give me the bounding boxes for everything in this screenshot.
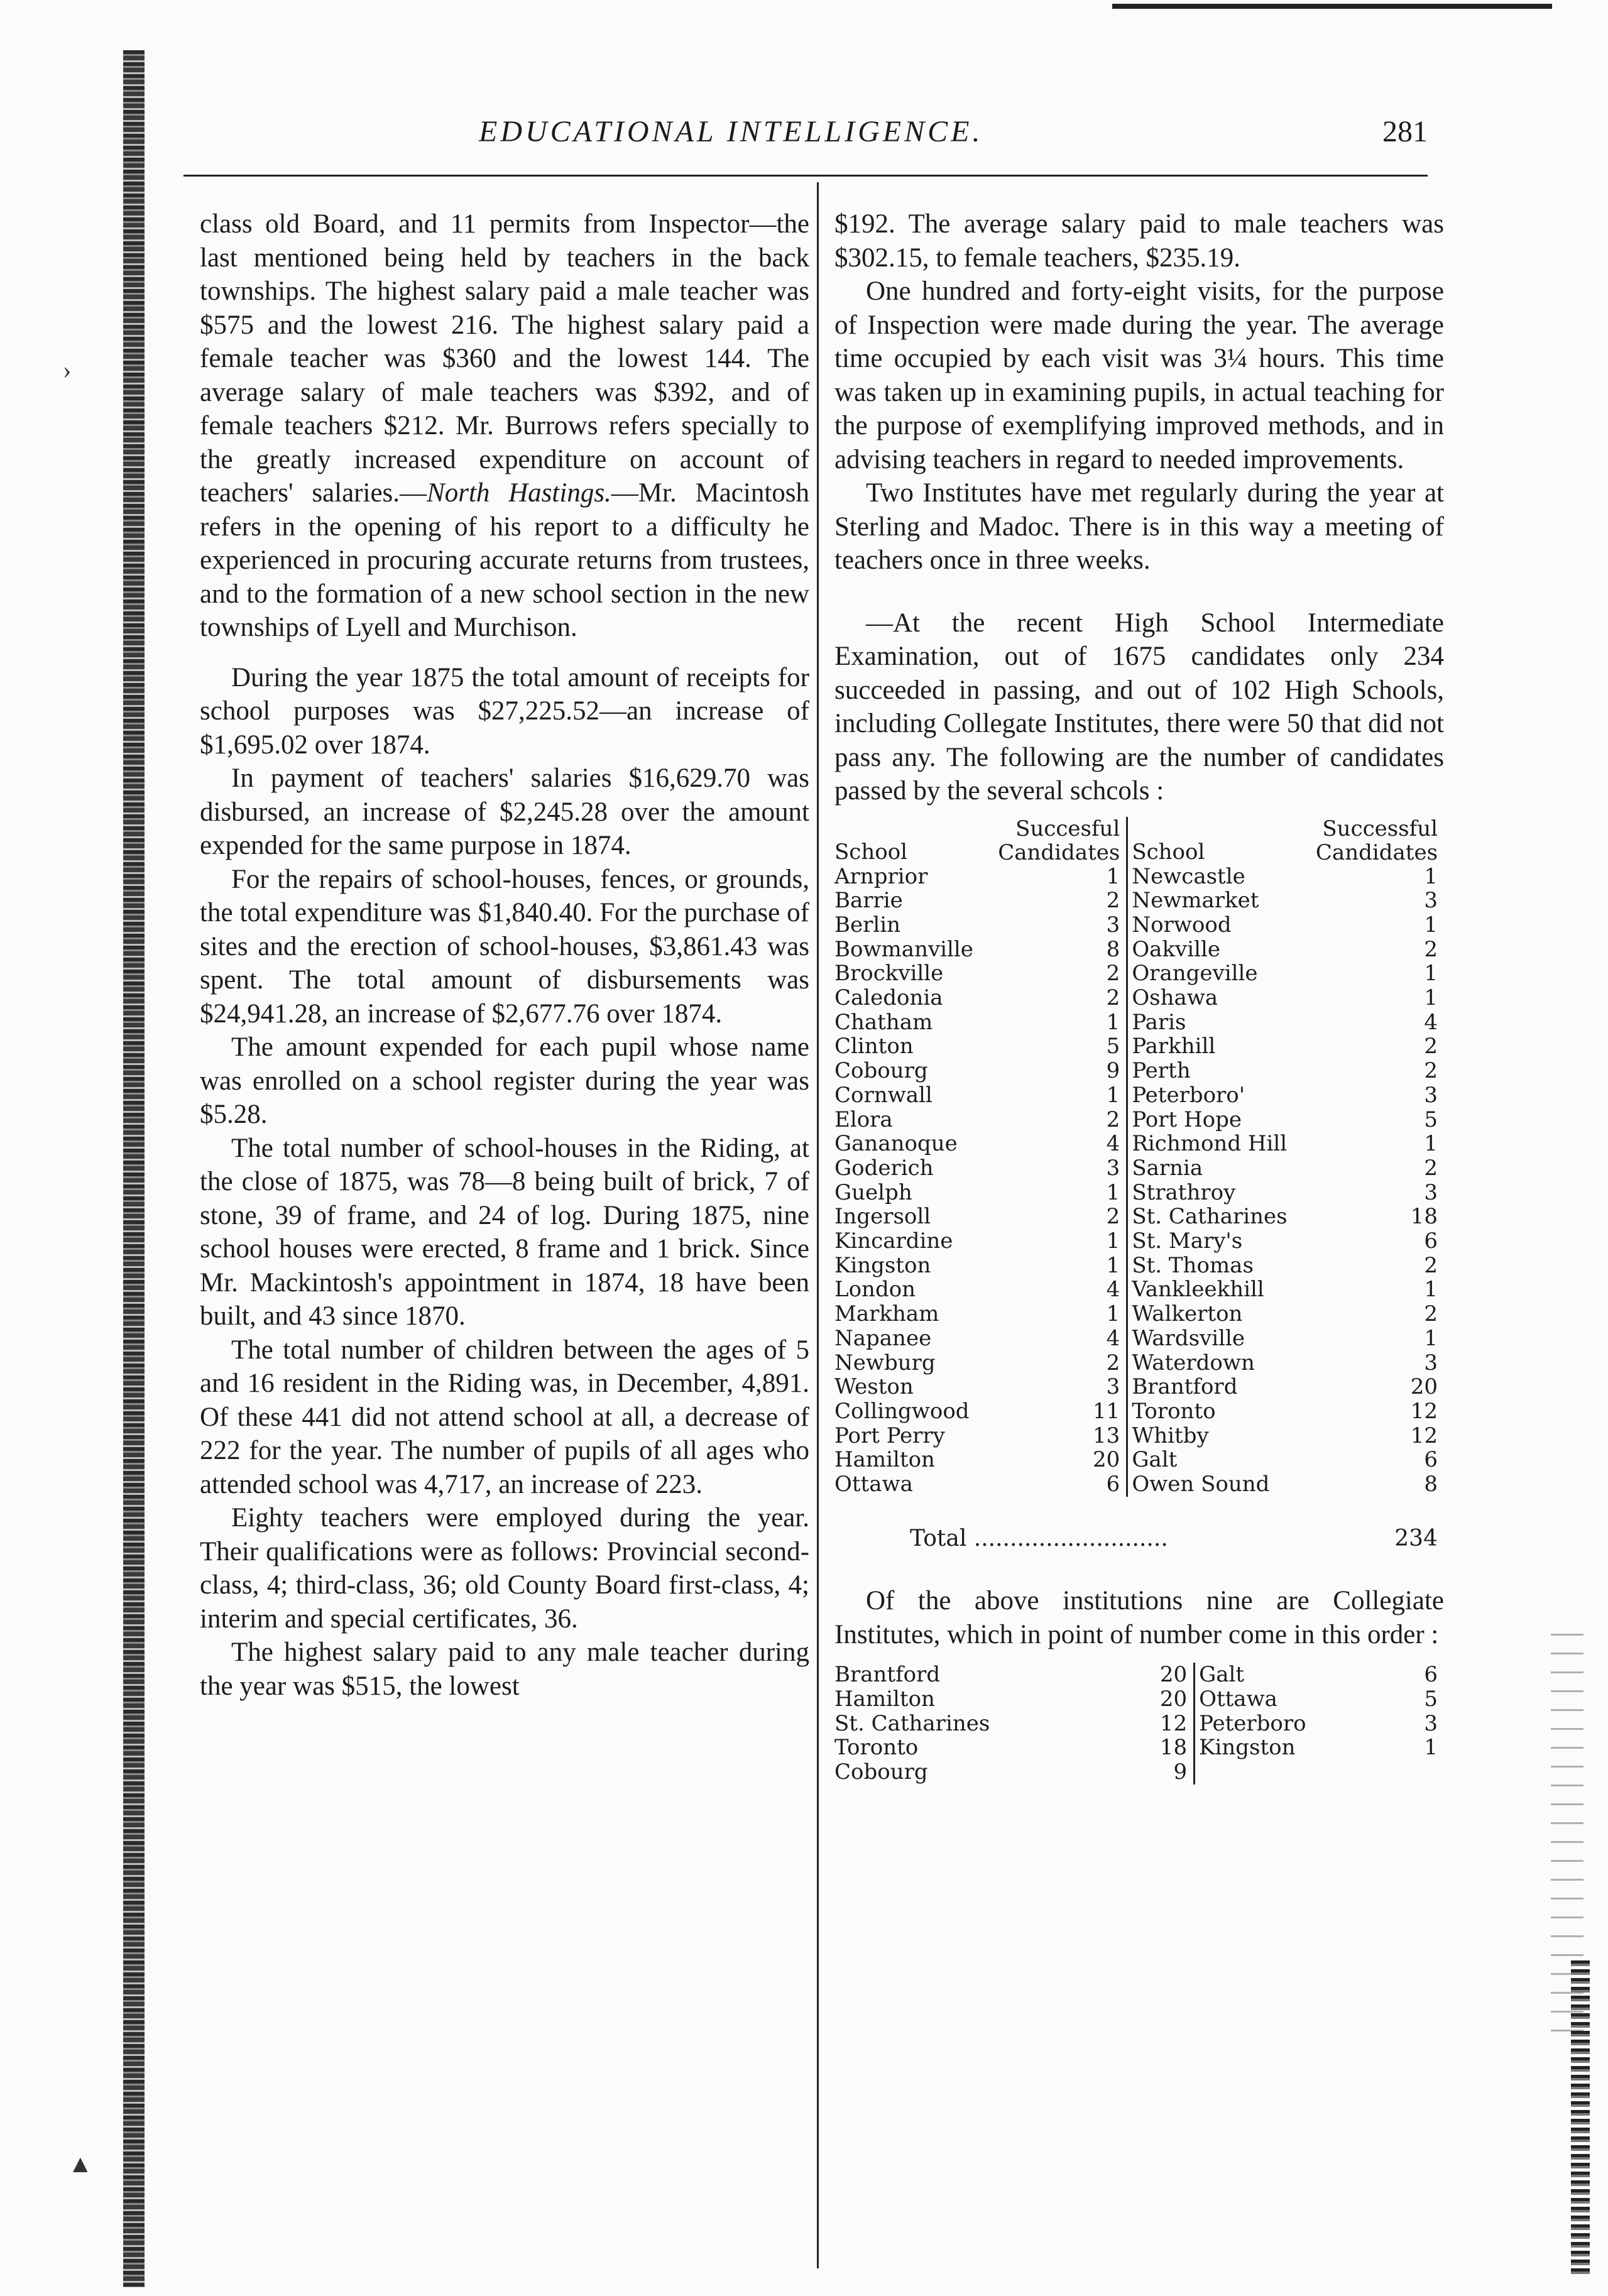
candidate-count: 6	[1424, 1662, 1438, 1688]
column-header: School	[834, 839, 908, 865]
school-name: Richmond Hill	[1127, 1132, 1316, 1156]
school-name: Brantford	[1127, 1375, 1316, 1399]
running-header	[183, 113, 1428, 163]
school-name: Wardsville	[1127, 1326, 1316, 1351]
table-row	[834, 1108, 1444, 1132]
school-name: Goderich	[834, 1155, 934, 1181]
table-row	[834, 1205, 1444, 1229]
paragraph: One hundred and forty-eight visits, for the purpose of Inspection were made during the year. The average time occupied by each visit was 3¼ hours. This time was taken up in examining pupils, in actual teaching for the purpose of exemplifying improved methods, and in advising teachers in regard to needed improvements.	[834, 276, 1444, 474]
candidate-count: 1	[1424, 1735, 1438, 1761]
column-header: Successful Candidates	[1315, 816, 1438, 865]
school-name: Whitby	[1127, 1424, 1316, 1448]
candidate-count: 20	[1159, 1662, 1188, 1688]
table-row	[834, 1010, 1444, 1035]
candidate-count: 2	[1106, 888, 1120, 914]
school-name: Walkerton	[1127, 1302, 1316, 1326]
candidate-count: 3	[1106, 1155, 1120, 1181]
school-name: Oakville	[1127, 938, 1316, 962]
paragraph: Eighty teachers were employed during the year. Their qualifications were as follows: Provincial second-class, 4; third-class, 36; old County Board first-class, 4; interim and special certificates, 36.	[200, 1503, 809, 1634]
paragraph: The highest salary paid to any male teacher during the year was $515, the lowest	[200, 1637, 809, 1701]
school-name: St. Thomas	[1127, 1254, 1316, 1278]
scan-binding-edge	[123, 50, 145, 2287]
header-rule	[183, 175, 1428, 177]
paragraph: During the year 1875 the total amount of receipts for school purposes was $27,225.52—an increase of $1,695.02 over 1874.	[200, 662, 809, 760]
school-name: Cornwall	[834, 1082, 933, 1108]
school-name: Bowmanville	[834, 936, 973, 962]
paragraph: Of the above institutions nine are Collegiate Institutes, which in point of number come in this order :	[834, 1586, 1444, 1649]
school-name: Chatham	[834, 1009, 933, 1035]
candidate-count: 3	[1424, 1082, 1438, 1108]
paragraph: $192. The average salary paid to male teachers was $302.15, to female teachers, $235.19.	[834, 209, 1444, 273]
table-row	[834, 1059, 1444, 1083]
candidate-count: 20	[1159, 1686, 1188, 1712]
school-name: Ingersoll	[834, 1204, 931, 1230]
school-name: Sarnia	[1127, 1156, 1316, 1181]
school-name: Berlin	[834, 912, 901, 938]
candidate-count: 18	[1410, 1204, 1438, 1230]
candidate-count: 5	[1424, 1107, 1438, 1132]
candidate-count: 3	[1424, 1350, 1438, 1375]
table-row	[834, 1760, 1444, 1785]
candidate-count: 3	[1106, 912, 1120, 938]
candidate-count: 2	[1424, 1301, 1438, 1327]
schools-table	[834, 817, 1444, 1497]
table-row	[834, 1448, 1444, 1472]
school-name: Clinton	[834, 1034, 914, 1059]
candidate-count: 5	[1424, 1686, 1438, 1712]
school-name: Napanee	[834, 1325, 932, 1351]
table-row	[834, 1712, 1444, 1736]
candidate-count: 2	[1106, 1204, 1120, 1230]
column-divider	[817, 182, 819, 2268]
school-name: St. Catharines	[1127, 1205, 1316, 1229]
school-name: Weston	[834, 1374, 914, 1400]
table-row	[834, 1302, 1444, 1326]
candidate-count: 18	[1159, 1735, 1188, 1761]
total-value: 234	[1394, 1525, 1438, 1551]
paragraph: For the repairs of school-houses, fences, or grounds, the total expenditure was $1,840.40. For the purchase of sites and the erection of school-houses, $3,861.43 was spent. The total amount of disbursements was $24,941.28, an increase of $2,677.76 over 1874.	[200, 864, 809, 1029]
collegiate-table	[834, 1663, 1444, 1785]
table-row	[834, 1326, 1444, 1351]
school-name: Brockville	[834, 961, 944, 987]
school-name: Barrie	[834, 888, 903, 914]
table-row	[834, 1277, 1444, 1302]
candidate-count: 6	[1106, 1472, 1120, 1497]
candidate-count: 2	[1424, 1034, 1438, 1059]
school-name	[1195, 1760, 1406, 1785]
candidate-count: 1	[1106, 1179, 1120, 1205]
paragraph: —At the recent High School Intermediate Examination, out of 1675 candidates only 234 succeeded in passing, and out of 102 High Schools, including Collegate Institutes, there were 50 that did not pass any. The following are the number of candidates passed by the several schcols :	[834, 608, 1444, 806]
school-name: Guelph	[834, 1179, 912, 1205]
column-header: School	[1127, 817, 1316, 865]
school-name: Peterboro'	[1127, 1083, 1316, 1108]
candidate-count: 4	[1106, 1131, 1120, 1157]
candidate-count: 1	[1424, 912, 1438, 938]
school-name: Brantford	[834, 1662, 941, 1688]
candidate-count: 2	[1106, 961, 1120, 987]
school-name: Cobourg	[834, 1058, 928, 1084]
table-row	[834, 1229, 1444, 1254]
school-name: Hamilton	[834, 1686, 935, 1712]
table-row	[834, 1034, 1444, 1059]
school-name: Port Perry	[834, 1423, 945, 1448]
candidate-count: 2	[1106, 985, 1120, 1011]
school-name: Oshawa	[1127, 986, 1316, 1010]
candidate-count: 1	[1424, 1131, 1438, 1157]
table-row	[834, 865, 1444, 889]
page-number: 281	[1382, 115, 1428, 148]
paragraph: The amount expended for each pupil whose name was enrolled on a school register during the year was $5.28.	[200, 1032, 809, 1129]
school-name: Paris	[1127, 1010, 1316, 1035]
school-name: Peterboro	[1195, 1712, 1406, 1736]
candidate-count: 20	[1093, 1447, 1120, 1473]
scan-right-edge	[1571, 1960, 1590, 2275]
candidate-count: 2	[1106, 1107, 1120, 1132]
school-name: Kingston	[1195, 1736, 1406, 1760]
schools-table-body	[834, 865, 1444, 1497]
paragraph: class old Board, and 11 permits from Inspector—the last mentioned being held by teachers in the back townships. The highest salary paid a male teacher was $575 and the lowest 216. The highest salary paid a female teacher was $360 and the lowest 144. The average salary of male teachers was $392, and of female teachers $212. Mr. Burrows refers specially to the greatly increased expenditure on account of teachers' salaries.—North Hastings.—Mr. Macintosh refers in the opening of his report to a difficulty he experienced in procuring accurate returns from trustees, and to the formation of a new school section in the new townships of Lyell and Murchison.	[200, 209, 809, 642]
school-name: Hamilton	[834, 1447, 935, 1473]
table-row	[834, 1472, 1444, 1497]
running-title: EDUCATIONAL INTELLIGENCE.	[479, 115, 983, 148]
school-name: Newcastle	[1127, 865, 1316, 889]
collegiate-table-body	[834, 1663, 1444, 1785]
total-row: Total ........................... 234	[834, 1522, 1444, 1556]
school-name: Owen Sound	[1127, 1472, 1316, 1497]
school-name: St. Mary's	[1127, 1229, 1316, 1254]
candidate-count: 1	[1424, 863, 1438, 889]
table-row	[834, 1736, 1444, 1760]
school-name: Elora	[834, 1107, 893, 1132]
school-name: Norwood	[1127, 913, 1316, 938]
school-name: Kincardine	[834, 1228, 953, 1254]
school-name: London	[834, 1277, 916, 1303]
candidate-count: 3	[1106, 1374, 1120, 1400]
candidate-count: 3	[1424, 1179, 1438, 1205]
candidate-count: 2	[1106, 1350, 1120, 1375]
candidate-count: 1	[1424, 1277, 1438, 1303]
candidate-count: 2	[1424, 936, 1438, 962]
candidate-count: 11	[1093, 1398, 1120, 1424]
school-name: Strathroy	[1127, 1181, 1316, 1205]
table-row	[834, 961, 1444, 986]
candidate-count: 1	[1106, 863, 1120, 889]
school-name: Vankleekhill	[1127, 1277, 1316, 1302]
school-name: Orangeville	[1127, 961, 1316, 986]
candidate-count: 6	[1424, 1228, 1438, 1254]
school-name: Arnprior	[834, 863, 928, 889]
table-row	[834, 1156, 1444, 1181]
school-name: St. Catharines	[834, 1710, 990, 1736]
left-column	[200, 207, 809, 1703]
school-name: Toronto	[834, 1735, 919, 1761]
candidate-count: 4	[1106, 1277, 1120, 1303]
school-name: Gananoque	[834, 1131, 958, 1157]
school-name: Ottawa	[1195, 1687, 1406, 1712]
table-row	[834, 1663, 1444, 1687]
candidate-count: 12	[1159, 1710, 1188, 1736]
right-column	[834, 207, 1444, 1785]
paragraph: The total number of children between the ages of 5 and 16 resident in the Riding was, in December, 4,891. Of these 441 did not attend school at all, a decrease of 222 for the year. The number of pupils of all ages who attended school was 4,717, an increase of 223.	[200, 1335, 809, 1499]
candidate-count: 13	[1093, 1423, 1120, 1448]
margin-arrow-mark: ›	[63, 356, 72, 384]
column-header: Succesful Candidates	[998, 816, 1120, 865]
table-row	[834, 1424, 1444, 1448]
candidate-count: 20	[1410, 1374, 1438, 1400]
table-row	[834, 1132, 1444, 1156]
school-name: Cobourg	[834, 1759, 928, 1785]
margin-corner-mark: ▲	[68, 2150, 93, 2178]
candidate-count: 6	[1424, 1447, 1438, 1473]
total-label: Total	[910, 1525, 967, 1551]
school-name: Galt	[1195, 1663, 1406, 1687]
candidate-count: 2	[1424, 1058, 1438, 1084]
table-row	[834, 1399, 1444, 1424]
candidate-count: 1	[1424, 985, 1438, 1011]
candidate-count: 8	[1106, 936, 1120, 962]
school-name: Kingston	[834, 1252, 931, 1278]
candidate-count: 1	[1424, 1325, 1438, 1351]
school-name: Galt	[1127, 1448, 1316, 1472]
candidate-count: 4	[1424, 1009, 1438, 1035]
candidate-count: 9	[1106, 1058, 1120, 1084]
table-row	[834, 986, 1444, 1010]
school-name: Ottawa	[834, 1472, 913, 1497]
table-row	[834, 1181, 1444, 1205]
paragraph: Two Institutes have met regularly during the year at Sterling and Madoc. There is in this way a meeting of teachers once in three weeks.	[834, 478, 1444, 575]
candidate-count: 1	[1106, 1228, 1120, 1254]
table-row	[834, 1351, 1444, 1375]
table-row	[834, 1375, 1444, 1399]
source-heading: North Hastings.	[427, 478, 611, 508]
candidate-count: 3	[1424, 888, 1438, 914]
candidate-count: 4	[1106, 1325, 1120, 1351]
school-name: Toronto	[1127, 1399, 1316, 1424]
school-name: Collingwood	[834, 1398, 970, 1424]
table-row	[834, 888, 1444, 913]
candidate-count: 5	[1106, 1034, 1120, 1059]
scan-top-rule	[1112, 4, 1552, 9]
school-name: Caledonia	[834, 985, 943, 1011]
table-row	[834, 1254, 1444, 1278]
table-row	[834, 938, 1444, 962]
paragraph: The total number of school-houses in the Riding, at the close of 1875, was 78—8 being built of brick, 7 of stone, 39 of frame, and 24 of log. During 1875, nine school houses were erected, 8 frame and 1 brick. Since Mr. Mackintosh's appointment in 1874, 18 have been built, and 43 since 1870.	[200, 1133, 809, 1331]
table-row	[834, 1687, 1444, 1712]
school-name: Newburg	[834, 1350, 936, 1375]
school-name: Markham	[834, 1301, 939, 1327]
candidate-count	[1406, 1760, 1444, 1785]
candidate-count: 9	[1173, 1759, 1188, 1785]
paragraph: In payment of teachers' salaries $16,629.70 was disbursed, an increase of $2,245.28 over the amount expended for the same purpose in 1874.	[200, 763, 809, 860]
school-name: Perth	[1127, 1059, 1316, 1083]
candidate-count: 2	[1424, 1155, 1438, 1181]
table-row	[834, 1083, 1444, 1108]
school-name: Parkhill	[1127, 1034, 1316, 1059]
candidate-count: 2	[1424, 1252, 1438, 1278]
candidate-count: 1	[1106, 1301, 1120, 1327]
candidate-count: 1	[1106, 1009, 1120, 1035]
candidate-count: 1	[1424, 961, 1438, 987]
candidate-count: 12	[1410, 1398, 1438, 1424]
candidate-count: 1	[1106, 1082, 1120, 1108]
school-name: Waterdown	[1127, 1351, 1316, 1375]
candidate-count: 12	[1410, 1423, 1438, 1448]
candidate-count: 8	[1424, 1472, 1438, 1497]
candidate-count: 3	[1424, 1710, 1438, 1736]
school-name: Port Hope	[1127, 1108, 1316, 1132]
school-name: Newmarket	[1127, 888, 1316, 913]
candidate-count: 1	[1106, 1252, 1120, 1278]
table-row	[834, 913, 1444, 938]
